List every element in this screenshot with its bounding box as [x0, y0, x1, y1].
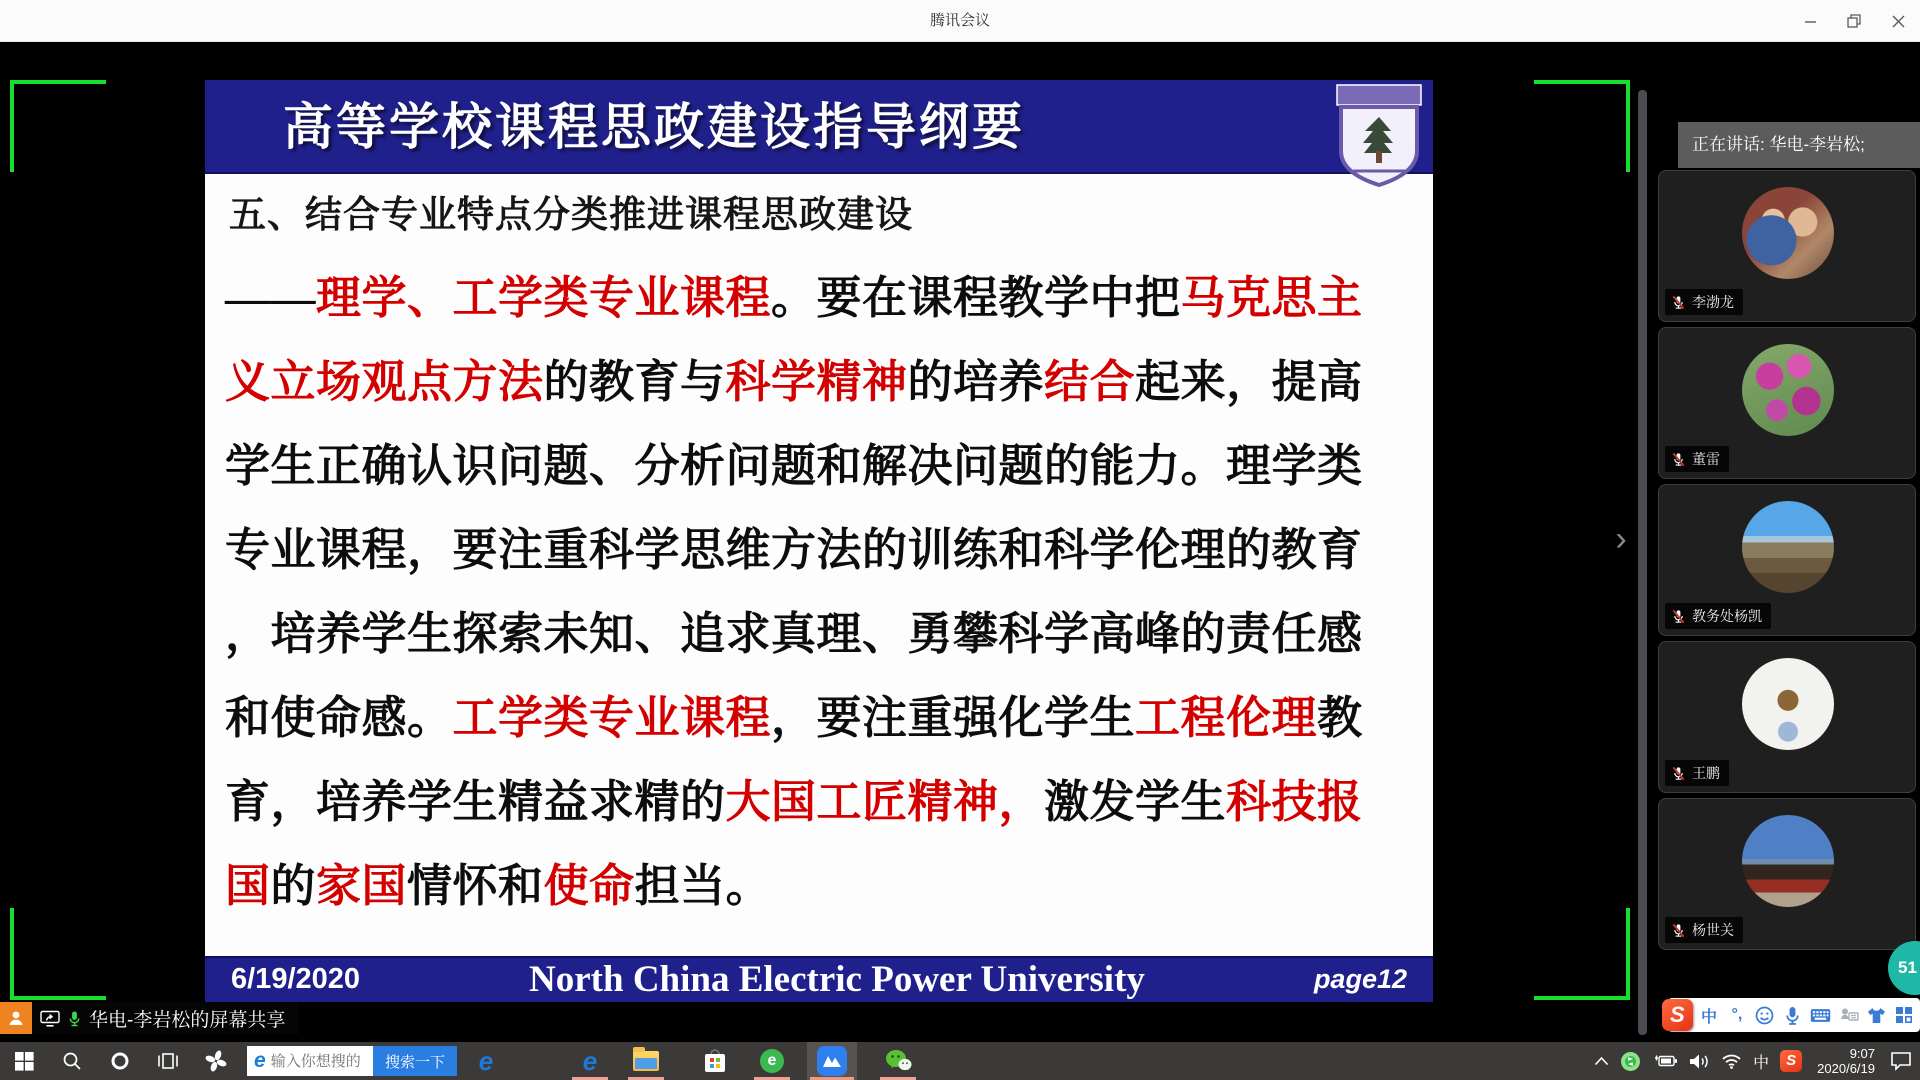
slide-text-segment: 结合 — [1044, 357, 1136, 407]
participant-tile[interactable] — [1658, 484, 1916, 636]
participant-name-badge — [1665, 917, 1743, 943]
windows-logo-icon — [15, 1052, 34, 1071]
search-input[interactable] — [271, 1053, 373, 1070]
slide-text-line — [225, 424, 1413, 508]
avatar — [1742, 501, 1834, 593]
slide-title: 高等学校课程思政建设指导纲要 — [283, 99, 1025, 155]
slide-text-segment: ，要注重强化学生 — [771, 693, 1136, 743]
action-center-icon[interactable] — [1890, 1051, 1912, 1071]
slide-text-segment: 担当。 — [634, 861, 772, 911]
volume-icon[interactable] — [1689, 1053, 1710, 1070]
slide-date: 6/19/2020 — [231, 962, 361, 995]
participant-tile[interactable] — [1658, 327, 1916, 479]
speaking-banner: 正在讲话: 华电-李岩松; — [1678, 122, 1920, 168]
slide-text-segment: 大国工匠精神， — [725, 777, 1045, 827]
ime-language-indicator[interactable]: 中 — [1753, 1054, 1770, 1072]
slide-text-segment: 科学精神 — [725, 357, 908, 407]
close-icon — [1892, 15, 1905, 28]
participant-name: 董雷 — [1692, 451, 1720, 467]
mic-muted-icon — [1671, 452, 1686, 467]
grid-icon — [1895, 1006, 1913, 1024]
cortana-icon — [110, 1051, 130, 1071]
mic-muted-icon — [1671, 766, 1686, 781]
participant-name-badge — [1665, 760, 1729, 786]
slide-text-line — [225, 760, 1413, 844]
slide-text-segment: 的教育与 — [543, 357, 726, 407]
slide-text-segment: 激发学生 — [1044, 777, 1227, 827]
ime-toolbar — [1668, 998, 1920, 1032]
slide-text-segment: 工学类专业课程 — [452, 693, 772, 743]
share-border-top-left-v — [10, 80, 14, 172]
participant-tile[interactable] — [1658, 798, 1916, 950]
minimize-icon — [1804, 15, 1817, 28]
slide-text-segment: 的 — [270, 861, 317, 911]
slide-text-segment: 情怀和 — [407, 861, 544, 911]
participant-name: 杨世关 — [1692, 922, 1734, 938]
slide-text-segment: 科技报 — [1226, 777, 1363, 827]
wifi-icon[interactable] — [1721, 1053, 1742, 1069]
tray-expand-chevron-icon[interactable] — [1594, 1056, 1609, 1066]
sogou-browser-button[interactable] — [192, 1042, 240, 1080]
slide-text-segment: 马克思主 — [1180, 273, 1363, 323]
participant-tile[interactable] — [1658, 170, 1916, 322]
taskbar-app-microsoft-store[interactable] — [691, 1042, 739, 1080]
minimize-button[interactable] — [1788, 0, 1832, 42]
mic-muted-icon — [1671, 609, 1686, 624]
search-icon — [62, 1051, 82, 1071]
slide-text-line — [225, 844, 1413, 928]
microsoft-store-icon — [703, 1048, 727, 1074]
avatar — [1742, 815, 1834, 907]
share-border-top-left-h — [10, 80, 106, 84]
slide-text-segment: 专业课程，要注重科学思维方法的训练和科学伦理的教育 — [225, 525, 1363, 575]
taskbar — [0, 1042, 1920, 1080]
battery-charging-icon[interactable] — [1652, 1054, 1678, 1068]
ime-mode-button[interactable]: 中 — [1701, 1008, 1718, 1026]
slide-text-line — [225, 508, 1413, 592]
search-engine-icon: e — [254, 1049, 266, 1072]
task-view-icon — [157, 1052, 179, 1070]
slide-text-line — [225, 592, 1413, 676]
collapse-panel-arrow[interactable]: › — [1615, 520, 1627, 558]
slide-text-segment: 和使命感。 — [225, 693, 453, 743]
soft-keyboard-button[interactable] — [1809, 1003, 1832, 1027]
close-button[interactable] — [1876, 0, 1920, 42]
id-card-icon — [1839, 1007, 1859, 1023]
slide-text-segment: 理学、工学类专业课程 — [316, 273, 772, 323]
window-titlebar — [0, 0, 1920, 42]
slide-footer — [205, 956, 1433, 1002]
slide-text-segment: 学生正确认识问题、分析问题和解决问题的能力。理学类 — [225, 441, 1363, 491]
slide-text-segment: 家国 — [316, 861, 408, 911]
participant-name: 李渤龙 — [1692, 294, 1734, 310]
slide-text-segment: 的培养 — [907, 357, 1045, 407]
punctuation-button[interactable]: °, — [1731, 1006, 1743, 1023]
share-border-bottom-right-h — [1534, 996, 1630, 1000]
pinwheel-icon — [204, 1049, 228, 1073]
taskbar-clock[interactable] — [1817, 1046, 1875, 1076]
wechat-icon — [885, 1049, 912, 1073]
shared-slide — [205, 80, 1433, 1002]
participant-name-badge — [1665, 603, 1771, 629]
sogou-logo-icon[interactable]: S — [1662, 999, 1693, 1031]
emoji-icon — [1755, 1006, 1774, 1025]
tencent-meeting-icon — [817, 1046, 847, 1076]
restore-button[interactable] — [1832, 0, 1876, 42]
participant-name-badge — [1665, 446, 1729, 472]
360-browser-icon: e — [760, 1049, 784, 1073]
slide-text-segment: 。要在课程教学中把 — [771, 273, 1181, 323]
window-controls — [1788, 0, 1920, 42]
share-status-bar — [32, 1002, 299, 1034]
share-border-bottom-right-v — [1626, 908, 1630, 1000]
slide-section-heading: 五、结合专业特点分类推进课程思政建设 — [229, 194, 913, 235]
slide-text-line — [225, 340, 1413, 424]
voice-input-button[interactable] — [1781, 1003, 1804, 1027]
taskbar-app-internet-explorer[interactable] — [462, 1042, 510, 1080]
mic-muted-icon — [1671, 295, 1686, 310]
toolbox-button[interactable] — [1893, 1003, 1916, 1027]
slide-header — [205, 80, 1433, 174]
taskbar-app-file-explorer[interactable] — [622, 1042, 670, 1080]
taskbar-search-button[interactable] — [48, 1042, 96, 1080]
share-status-text: 华电-李岩松的屏幕共享 — [89, 1009, 286, 1031]
slide-university: North China Electric Power University — [529, 958, 1145, 1000]
slide-text-segment: 义立场观点方法 — [225, 357, 544, 407]
avatar — [1742, 658, 1834, 750]
person-icon — [6, 1008, 26, 1028]
start-button[interactable] — [0, 1042, 48, 1080]
slide-text-segment: 使命 — [543, 861, 635, 911]
slide-text-segment: 起来，提高 — [1135, 357, 1363, 407]
contacts-card-button[interactable] — [1837, 1003, 1860, 1027]
sogou-tray-icon[interactable]: S — [1780, 1050, 1802, 1072]
avatar — [1742, 187, 1834, 279]
mic-active-icon — [67, 1010, 82, 1027]
keyboard-icon — [1810, 1008, 1831, 1023]
share-border-bottom-left-h — [10, 996, 106, 1000]
emoji-button[interactable] — [1753, 1003, 1776, 1027]
file-explorer-icon — [633, 1051, 659, 1071]
slide-text-segment: 工程伦理 — [1135, 693, 1318, 743]
avatar — [1742, 344, 1834, 436]
360-safe-tray-icon[interactable] — [1620, 1051, 1641, 1072]
share-border-bottom-left-v — [10, 908, 14, 1000]
slide-body — [225, 256, 1413, 928]
presenter-tile — [0, 1002, 32, 1034]
taskbar-app-tencent-meeting[interactable] — [807, 1042, 857, 1080]
share-border-top-right-v — [1626, 80, 1630, 172]
participant-name: 王鹏 — [1692, 765, 1720, 781]
tshirt-icon — [1867, 1007, 1886, 1024]
taskbar-app-edge[interactable] — [566, 1042, 614, 1080]
mic-muted-icon — [1671, 923, 1686, 938]
taskbar-app-wechat[interactable] — [874, 1042, 922, 1080]
participant-name: 教务处杨凯 — [1692, 608, 1762, 624]
taskbar-app-360-browser[interactable] — [748, 1042, 796, 1080]
share-border-top-right-h — [1534, 80, 1630, 84]
slide-text-segment: ，培养学生探索未知、追求真理、勇攀科学高峰的责任感 — [225, 609, 1363, 659]
slide-text-segment: 育，培养学生精益求精的 — [225, 777, 726, 827]
slide-text-segment: —— — [225, 273, 316, 323]
slide-text-segment: 国 — [225, 861, 271, 911]
edge-icon: e — [582, 1045, 598, 1076]
screen-share-indicator[interactable] — [0, 1002, 299, 1034]
clock-date: 2020/6/19 — [1817, 1061, 1875, 1076]
taskbar-search-widget[interactable] — [247, 1046, 457, 1076]
participants-scrollbar[interactable] — [1638, 90, 1647, 1035]
slide-text-line — [225, 676, 1413, 760]
participant-name-badge — [1665, 289, 1743, 315]
microphone-icon — [1784, 1006, 1801, 1025]
clock-time: 9:07 — [1849, 1046, 1875, 1061]
slide-page-number: page12 — [1313, 963, 1407, 994]
screen-share-icon — [40, 1010, 60, 1027]
participant-tile[interactable] — [1658, 641, 1916, 793]
university-emblem-icon — [1333, 83, 1425, 187]
slide-text-segment: 教 — [1317, 693, 1363, 743]
search-go-button[interactable]: 搜索一下 — [373, 1046, 457, 1076]
skin-button[interactable] — [1865, 1003, 1888, 1027]
restore-icon — [1847, 14, 1861, 28]
internet-explorer-icon: e — [478, 1045, 494, 1076]
cortana-button[interactable] — [96, 1042, 144, 1080]
floating-badge[interactable]: 51 — [1888, 941, 1920, 995]
task-view-button[interactable] — [144, 1042, 192, 1080]
window-title: 腾讯会议 — [929, 12, 990, 29]
slide-text-line — [225, 256, 1413, 340]
